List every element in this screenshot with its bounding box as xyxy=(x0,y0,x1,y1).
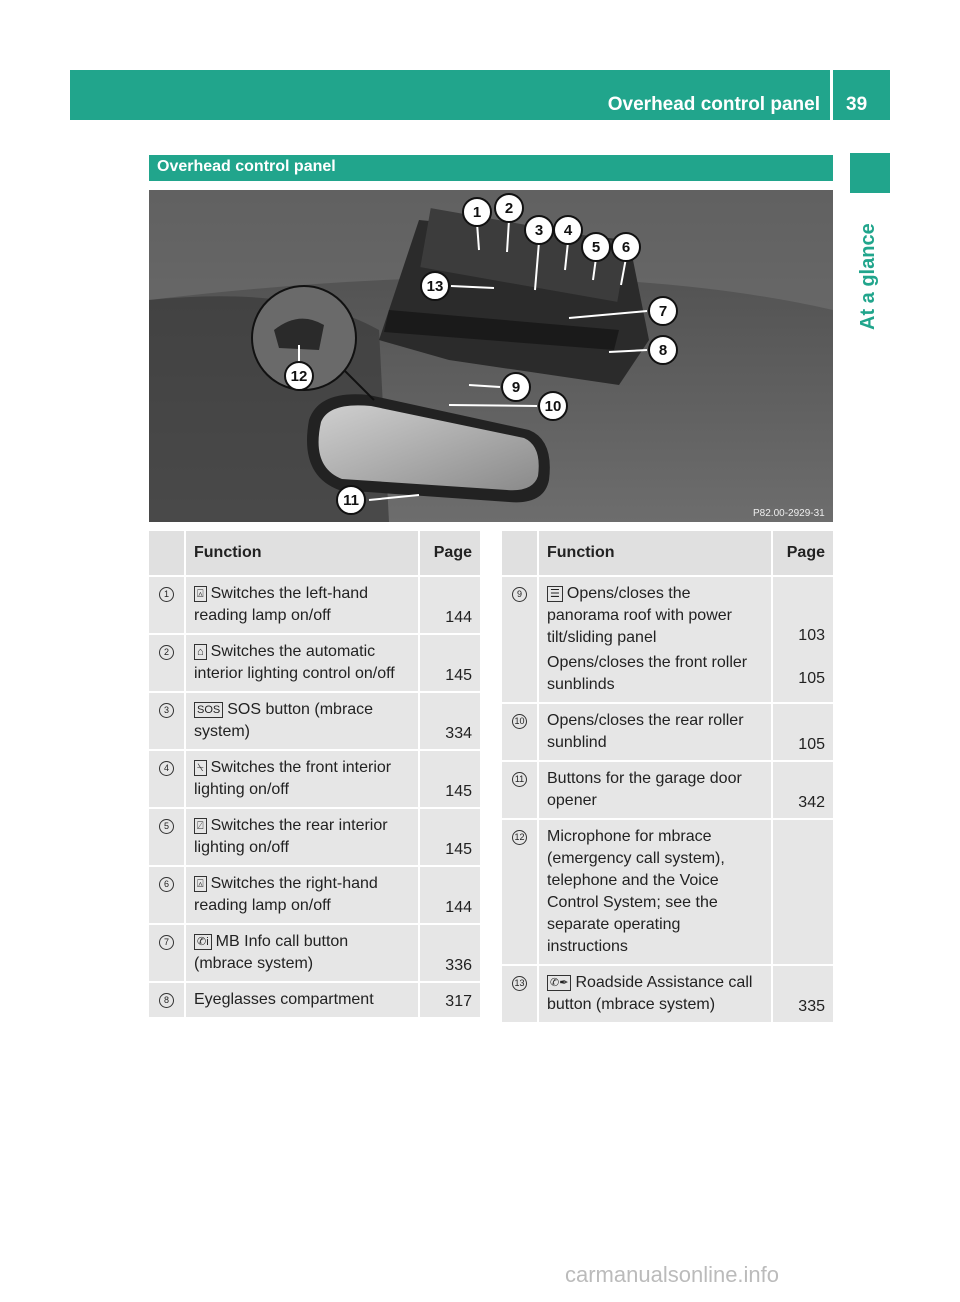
header-divider xyxy=(830,70,833,120)
table-row xyxy=(502,577,833,704)
page-number: 39 xyxy=(846,94,868,115)
page-ref: 103 xyxy=(798,627,825,644)
item-number xyxy=(502,820,539,966)
function-icon: ✆✒ xyxy=(547,975,571,991)
page-ref: 105 xyxy=(798,736,825,753)
table-row xyxy=(149,751,480,809)
callout-number-10: 10 xyxy=(544,398,562,415)
callout-number-11: 11 xyxy=(343,492,359,509)
item-number-circle: 1 xyxy=(159,587,174,602)
table-row xyxy=(502,966,833,1024)
table-row xyxy=(149,925,480,983)
function-icon: ⍓ xyxy=(194,876,207,892)
function-table-right xyxy=(502,531,833,1024)
item-number-circle: 2 xyxy=(159,645,174,660)
function-text: Switches the rear interior lighting on/off xyxy=(194,817,388,856)
function-cell xyxy=(186,635,420,693)
item-number-circle: 3 xyxy=(159,703,174,718)
item-number-circle: 6 xyxy=(159,877,174,892)
callout-number-1: 1 xyxy=(472,204,482,221)
page-cell xyxy=(420,635,480,693)
function-text: Switches the automatic interior lighting control on/off xyxy=(194,643,395,682)
item-number-circle: 4 xyxy=(159,761,174,776)
callout-number-2: 2 xyxy=(504,200,514,217)
callout-number-3: 3 xyxy=(534,222,544,239)
page-ref: 145 xyxy=(445,667,472,684)
function-cell xyxy=(186,751,420,809)
callout-number-8: 8 xyxy=(658,342,668,359)
function-text: Roadside Assistance call button (mbrace system) xyxy=(547,974,753,1013)
function-text: Microphone for mbrace (emergency call system), telephone and the Voice Control System; see the separate operating instructions xyxy=(547,828,725,955)
callout-number-7: 7 xyxy=(658,303,668,320)
number-header xyxy=(149,531,186,577)
item-number xyxy=(502,966,539,1024)
function-icon: ⌂ xyxy=(194,644,207,660)
function-cell xyxy=(539,762,773,820)
item-number-circle: 5 xyxy=(159,819,174,834)
page-ref: 144 xyxy=(445,899,472,916)
page-cell xyxy=(420,983,480,1019)
page-ref-sub: 105 xyxy=(798,670,825,687)
item-number xyxy=(149,925,186,983)
callout-number-9: 9 xyxy=(511,379,521,396)
function-subtext: Opens/closes the front roller sunblinds xyxy=(547,654,748,693)
number-header xyxy=(502,531,539,577)
callout-number-5: 5 xyxy=(591,239,601,256)
item-number xyxy=(149,693,186,751)
page-cell xyxy=(773,820,833,966)
function-icon: ✆i xyxy=(194,934,212,950)
page-cell xyxy=(773,704,833,762)
side-label: At a glance xyxy=(857,223,879,330)
item-number xyxy=(149,809,186,867)
item-number xyxy=(149,983,186,1019)
function-cell xyxy=(539,577,773,704)
item-number xyxy=(149,867,186,925)
callout-number-12: 12 xyxy=(290,368,308,385)
function-text: Opens/closes the panorama roof with power tilt/sliding panel xyxy=(547,585,732,646)
page-ref: 335 xyxy=(798,998,825,1015)
callout-number-6: 6 xyxy=(621,239,631,256)
page-ref: 145 xyxy=(445,841,472,858)
header-bar xyxy=(70,70,890,120)
function-icon: ⍓ xyxy=(194,586,207,602)
function-icon: ☰ xyxy=(547,586,563,602)
table-row xyxy=(502,704,833,762)
item-number-circle: 7 xyxy=(159,935,174,950)
function-text: Buttons for the garage door opener xyxy=(547,770,742,809)
function-cell xyxy=(186,809,420,867)
page-cell xyxy=(773,762,833,820)
table-row xyxy=(149,809,480,867)
item-number-circle: 8 xyxy=(159,993,174,1008)
table-row xyxy=(502,762,833,820)
function-cell xyxy=(186,925,420,983)
function-cell xyxy=(186,983,420,1019)
function-cell xyxy=(186,577,420,635)
page-ref: 342 xyxy=(798,794,825,811)
callout-number-4: 4 xyxy=(563,222,573,239)
image-code: P82.00-2929-31 xyxy=(753,508,825,519)
table-row xyxy=(149,983,480,1019)
page-header: Page xyxy=(773,531,833,577)
page-cell xyxy=(420,751,480,809)
function-text: Opens/closes the rear roller sunblind xyxy=(547,712,744,751)
item-number-circle: 12 xyxy=(512,830,527,845)
function-table-left xyxy=(149,531,480,1019)
function-text: Switches the front interior lighting on/off xyxy=(194,759,392,798)
table-row xyxy=(502,820,833,966)
function-text: Switches the left-hand reading lamp on/off xyxy=(194,585,369,624)
page-ref: 334 xyxy=(445,725,472,742)
function-text: Switches the right-hand reading lamp on/off xyxy=(194,875,378,914)
side-tab xyxy=(850,153,890,193)
function-icon: SOS xyxy=(194,702,223,718)
page-cell xyxy=(420,693,480,751)
item-number-circle: 9 xyxy=(512,587,527,602)
function-cell xyxy=(539,820,773,966)
item-number-circle: 13 xyxy=(512,976,527,991)
page-cell xyxy=(420,925,480,983)
function-cell xyxy=(539,966,773,1024)
watermark: carmanualsonline.info xyxy=(565,1262,780,1287)
function-cell xyxy=(186,867,420,925)
item-number xyxy=(502,762,539,820)
page-cell xyxy=(773,577,833,704)
page-ref: 317 xyxy=(445,993,472,1010)
item-number xyxy=(149,635,186,693)
page-ref: 145 xyxy=(445,783,472,800)
function-header: Function xyxy=(186,531,420,577)
table-row xyxy=(149,693,480,751)
section-title-bar xyxy=(149,155,833,181)
callout-number-13: 13 xyxy=(426,278,444,295)
item-number xyxy=(502,704,539,762)
item-number xyxy=(149,577,186,635)
item-number-circle: 10 xyxy=(512,714,527,729)
item-number xyxy=(502,577,539,704)
header-title: Overhead control panel xyxy=(607,94,820,115)
function-cell xyxy=(186,693,420,751)
function-header: Function xyxy=(539,531,773,577)
page-cell xyxy=(420,867,480,925)
function-icon: ⍀ xyxy=(194,760,207,776)
item-number-circle: 11 xyxy=(512,772,527,787)
table-row xyxy=(149,635,480,693)
page-cell xyxy=(420,577,480,635)
item-number xyxy=(149,751,186,809)
table-row xyxy=(149,867,480,925)
function-text: MB Info call button (mbrace system) xyxy=(194,933,349,972)
page-cell xyxy=(420,809,480,867)
page-ref: 336 xyxy=(445,957,472,974)
page-ref: 144 xyxy=(445,609,472,626)
table-row xyxy=(149,577,480,635)
page-cell xyxy=(773,966,833,1024)
function-text: SOS button (mbrace system) xyxy=(194,701,374,740)
function-text: Eyeglasses compartment xyxy=(194,991,374,1008)
overhead-panel-photo xyxy=(149,190,833,522)
function-cell xyxy=(539,704,773,762)
section-title: Overhead control panel xyxy=(157,158,336,175)
function-icon: ⍁ xyxy=(194,818,207,834)
page-header: Page xyxy=(420,531,480,577)
